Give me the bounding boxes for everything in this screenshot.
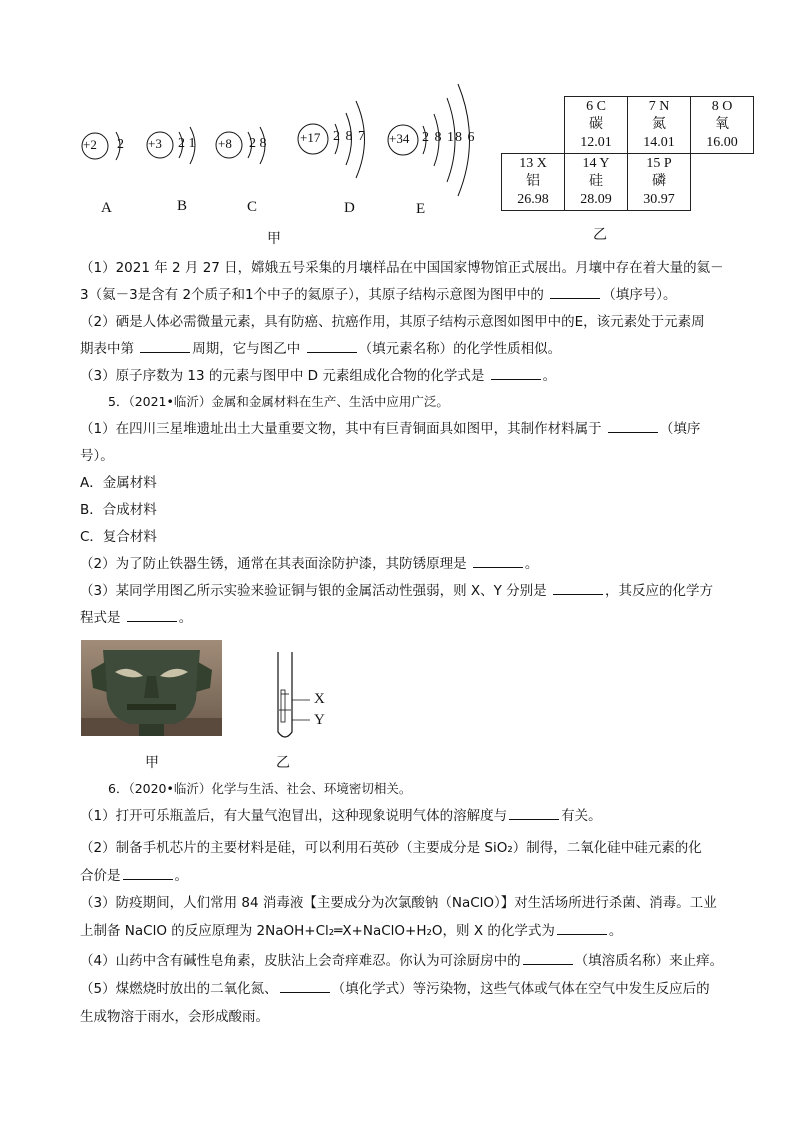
answer-blank[interactable]	[123, 867, 173, 880]
element-cell: 13 X 铝 26.98	[502, 154, 565, 211]
atom-diagram-e	[386, 80, 486, 204]
atom-d-nucleus: +17	[300, 130, 321, 145]
q5-part3-line1: （3）某同学用图乙所示实验来验证铜与银的金属活动性强弱，则 X、Y 分别是 ，其反应的化学方	[80, 583, 713, 599]
q5-part1-line2: 号）。	[80, 448, 114, 464]
answer-blank[interactable]	[553, 582, 603, 595]
q5-part1-line1: （1）在四川三星堆遗址出土大量重要文物，其中有巨青铜面具如图甲，其制作材料属于 （填序	[80, 421, 701, 437]
figure-yi-caption-tube: 乙	[276, 755, 290, 771]
q5-part2: （2）为了防止铁器生锈，通常在其表面涂防护漆，其防锈原理是 。	[80, 556, 539, 572]
atom-a-electrons: 2	[117, 137, 124, 152]
q5-option-a: A．金属材料	[80, 475, 157, 491]
element-cell: 7 N 氮 14.01	[628, 97, 691, 154]
atom-d-electrons: 2 8 7	[333, 129, 366, 144]
answer-blank[interactable]	[473, 555, 523, 568]
answer-blank[interactable]	[550, 286, 600, 299]
atom-d-label: D	[344, 200, 355, 216]
atom-diagram-d	[296, 96, 386, 190]
q6-part5-line2: 生成物溶于雨水，会形成酸雨。	[80, 1009, 269, 1025]
q5-option-c: C．复合材料	[80, 529, 157, 545]
q6-part3-line2: 上制备 NaClO 的反应原理为 2NaOH+Cl₂═X+NaClO+H₂O，则 X 的化学式为 。	[80, 923, 623, 939]
test-tube-diagram	[270, 650, 340, 749]
answer-blank[interactable]	[140, 340, 190, 353]
atom-c-label: C	[247, 199, 258, 215]
q4-part2-line2: 期表中第 周期，它与图乙中 （填元素名称）的化学性质相似。	[80, 341, 562, 357]
atom-b-electrons: 2 1	[178, 136, 196, 151]
tube-label-y: Y	[314, 712, 325, 728]
answer-blank[interactable]	[307, 340, 357, 353]
atom-b-nucleus: +3	[148, 136, 162, 151]
q6-part3-line1: （3）防疫期间，人们常用 84 消毒液【主要成分为次氯酸钠（NaClO）】对生活场所进行杀菌、消毒。工业	[80, 895, 717, 911]
q4-part1-line1: （1）2021 年 2 月 27 日，嫦娥五号采集的月壤样品在中国国家博物馆正式展出。月壤中存在着大量的氦－	[80, 260, 724, 276]
answer-blank[interactable]	[280, 980, 330, 993]
atom-diagram-c	[214, 124, 284, 174]
element-cell: 15 P 磷 30.97	[628, 154, 691, 211]
atom-e-nucleus: +34	[389, 131, 410, 146]
figure-jia-caption-mask: 甲	[145, 755, 159, 771]
atom-a-label: A	[101, 200, 112, 216]
q4-part3: （3）原子序数为 13 的元素与图甲中 D 元素组成化合物的化学式是 。	[80, 368, 557, 384]
element-cell: 6 C 碳 12.01	[565, 97, 628, 154]
element-cell: 14 Y 硅 28.09	[565, 154, 628, 211]
q4-part2-line1: （2）硒是人体必需微量元素，具有防癌、抗癌作用，其原子结构示意图如图甲中的E，该元素处于元素周	[80, 314, 705, 330]
q6-part5-line1: （5）煤燃烧时放出的二氧化氮、 （填化学式）等污染物，这些气体或气体在空气中发生反应后的	[80, 981, 710, 997]
figure-yi-caption: 乙	[593, 227, 607, 243]
atom-b-label: B	[177, 198, 188, 214]
periodic-table	[501, 96, 754, 211]
bronze-mask-image	[81, 640, 222, 736]
atom-e-electrons: 2 8 18 6	[422, 130, 476, 145]
q5-option-b: B．合成材料	[80, 502, 157, 518]
atom-c-nucleus: +8	[218, 136, 232, 151]
answer-blank[interactable]	[608, 420, 658, 433]
answer-blank[interactable]	[557, 922, 607, 935]
atom-a-nucleus: +2	[83, 137, 97, 152]
answer-blank[interactable]	[491, 367, 541, 380]
answer-blank[interactable]	[509, 807, 559, 820]
answer-blank[interactable]	[523, 952, 573, 965]
atom-c-electrons: 2 8	[249, 136, 267, 151]
tube-label-x: X	[314, 691, 325, 707]
q4-part1-line2: 3（氦－3是含有 2个质子和1个中子的氦原子），其原子结构示意图为图甲中的 （填序号）。	[80, 287, 677, 303]
q5-part3-line2: 程式是 。	[80, 610, 193, 626]
q5-heading: 5．（2021•临沂）金属和金属材料在生产、生活中应用广泛。	[108, 394, 449, 409]
q6-heading: 6．（2020•临沂）化学与生活、社会、环境密切相关。	[108, 781, 412, 796]
figure-jia-caption: 甲	[267, 231, 281, 247]
answer-blank[interactable]	[127, 609, 177, 622]
element-cell: 8 O 氧 16.00	[691, 97, 754, 154]
atom-e-label: E	[416, 201, 426, 217]
atom-diagram-a	[80, 126, 140, 174]
q6-part4: （4）山药中含有碱性皂角素，皮肤沾上会奇痒难忍。你认为可涂厨房中的 （填溶质名称）来止痒。	[80, 953, 724, 969]
q6-part2-line1: （2）制备手机芯片的主要材料是硅，可以利用石英砂（主要成分是 SiO₂）制得，二氧化硅中硅元素的化	[80, 840, 702, 856]
q6-part2-line2: 合价是 。	[80, 868, 188, 884]
atom-diagram-b	[145, 124, 215, 174]
q6-part1: （1）打开可乐瓶盖后，有大量气泡冒出，这种现象说明气体的溶解度与 有关。	[80, 808, 602, 824]
